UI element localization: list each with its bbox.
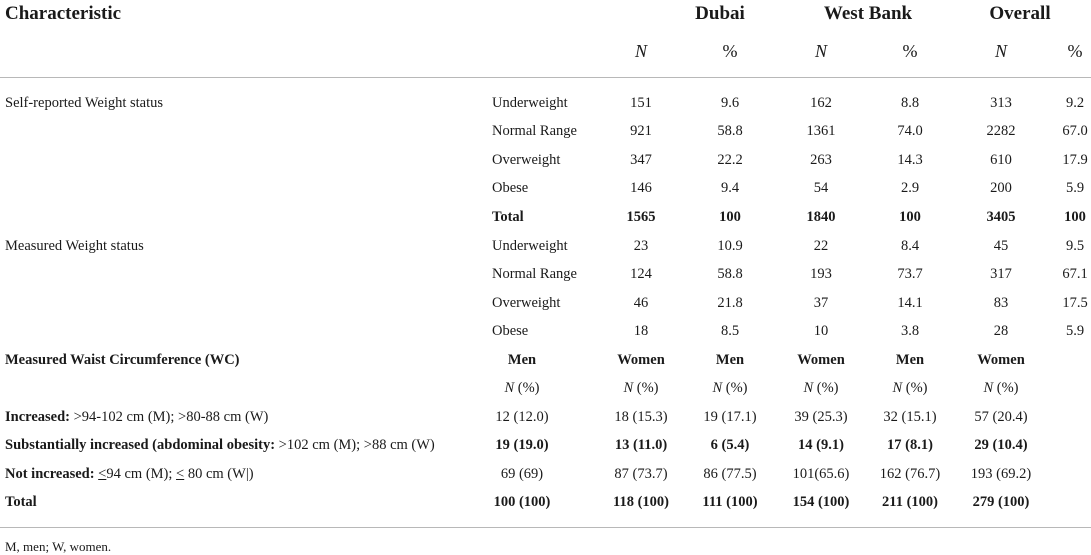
table-cell: 18 (15.3): [614, 409, 668, 425]
header-characteristic: Characteristic: [5, 3, 122, 24]
table-cell: 100: [1064, 209, 1086, 225]
table-cell: 347: [630, 152, 652, 168]
table-cell: 5.9: [1065, 180, 1085, 196]
table-cell: 100 (100): [493, 494, 551, 510]
table-cell: 8.8: [900, 95, 920, 111]
table-cell: 14 (9.1): [798, 437, 844, 453]
table-cell: 2282: [986, 123, 1016, 139]
table-cell: 45: [993, 238, 1009, 254]
table-cell: 2.9: [900, 180, 920, 196]
table-cell: 67.1: [1062, 266, 1088, 282]
wc-column-men: Men: [895, 352, 925, 368]
subheader-percent: %: [722, 41, 738, 61]
table-cell: 32 (15.1): [883, 409, 937, 425]
table-cell: 610: [990, 152, 1012, 168]
row-category: Obese: [492, 323, 529, 339]
table-cell: 10: [813, 323, 829, 339]
table-cell: 17 (8.1): [887, 437, 933, 453]
header-group-dubai: Dubai: [695, 3, 745, 24]
wc-column-women: Women: [797, 352, 845, 368]
wc-row-label: [5, 410, 268, 425]
table-cell: 146: [630, 180, 652, 196]
table-cell: 101(65.6): [792, 466, 850, 482]
row-category: Overweight: [492, 152, 561, 168]
table-cell: 46: [633, 295, 649, 311]
table-cell: 8.4: [900, 238, 920, 254]
table-cell: 5.9: [1065, 323, 1085, 339]
wc-row-label: [5, 438, 435, 453]
wc-row-range: 80 cm (W|): [184, 466, 254, 482]
table-cell: 9.5: [1065, 238, 1085, 254]
table-cell: 87 (73.7): [614, 466, 668, 482]
wc-unit-label: N (%): [712, 380, 748, 396]
table-cell: 313: [990, 95, 1012, 111]
wc-unit-label: N (%): [504, 380, 540, 396]
table-cell: 14.3: [897, 152, 923, 168]
table-cell: 37: [813, 295, 829, 311]
table-cell: 18: [633, 323, 649, 339]
table-cell: 118 (100): [613, 494, 669, 510]
table-cell: 263: [810, 152, 832, 168]
wc-unit-label: N (%): [623, 380, 659, 396]
table-cell: 279 (100): [972, 494, 1030, 510]
subheader-n: N: [814, 41, 828, 61]
table-cell: 19 (19.0): [495, 437, 549, 453]
subheader-percent: %: [1067, 41, 1083, 61]
wc-column-men: Men: [507, 352, 537, 368]
wc-unit-label: N (%): [803, 380, 839, 396]
table-cell: 13 (11.0): [614, 437, 668, 453]
row-category: Underweight: [492, 238, 568, 254]
table-cell: 58.8: [717, 266, 743, 282]
table-cell: 58.8: [717, 123, 743, 139]
table-cell: 162 (76.7): [879, 466, 941, 482]
table-cell: 1361: [806, 123, 836, 139]
row-category: Overweight: [492, 295, 561, 311]
table-cell: 111 (100): [702, 494, 758, 510]
wc-row-prefix: Increased:: [5, 409, 70, 425]
table-cell: 21.8: [717, 295, 743, 311]
table-cell: 10.9: [717, 238, 743, 254]
table-cell: 17.9: [1062, 152, 1088, 168]
wc-row-range: >94-102 cm (M); >80-88 cm (W): [69, 409, 269, 425]
table-cell: 29 (10.4): [974, 437, 1028, 453]
table-cell: 54: [813, 180, 829, 196]
table-cell: 23: [633, 238, 649, 254]
table-cell: 3.8: [900, 323, 920, 339]
table-cell: 8.5: [720, 323, 740, 339]
header-group-west-bank: West Bank: [823, 3, 913, 24]
header-divider: [0, 77, 1091, 78]
wc-unit-label: N (%): [892, 380, 928, 396]
table-cell: 9.4: [720, 180, 740, 196]
table-bottom-divider: [0, 527, 1091, 528]
table-cell: 200: [990, 180, 1012, 196]
table-cell: 124: [630, 266, 652, 282]
table-cell: 69 (69): [500, 466, 544, 482]
wc-column-women: Women: [617, 352, 665, 368]
wc-row-range: 94 cm (M);: [106, 466, 177, 482]
table-cell: 19 (17.1): [703, 409, 757, 425]
table-cell: 67.0: [1062, 123, 1088, 139]
table-cell: 3405: [986, 209, 1016, 225]
wc-row-prefix: Substantially increased (abdominal obesity:: [5, 437, 276, 453]
row-category-total: Total: [492, 209, 524, 225]
subheader-percent: %: [902, 41, 918, 61]
table-cell: 211 (100): [882, 494, 938, 510]
table-cell: 317: [990, 266, 1012, 282]
section-label: Self-reported Weight status: [5, 95, 164, 111]
subheader-n: N: [634, 41, 648, 61]
table-cell: 17.5: [1062, 295, 1088, 311]
table-cell: 162: [810, 95, 832, 111]
header-group-overall: Overall: [989, 3, 1051, 24]
wc-row-range: >102 cm (M); >88 cm (W): [275, 437, 435, 453]
table-cell: 193 (69.2): [970, 466, 1032, 482]
table-cell: 100: [719, 209, 741, 225]
subheader-n: N: [994, 41, 1008, 61]
wc-row-total-label: Total: [5, 494, 37, 510]
wc-unit-label: N (%): [983, 380, 1019, 396]
row-category: Normal Range: [492, 123, 577, 139]
table-cell: 28: [993, 323, 1009, 339]
table-cell: 74.0: [897, 123, 923, 139]
table-cell: 22: [813, 238, 829, 254]
wc-row-prefix: Not increased:: [5, 466, 95, 482]
row-category: Normal Range: [492, 266, 577, 282]
section-label: Measured Weight status: [5, 238, 144, 254]
row-category: Obese: [492, 180, 529, 196]
table-cell: 1840: [806, 209, 836, 225]
table-cell: 22.2: [717, 152, 743, 168]
wc-section-label: Measured Waist Circumference (WC): [5, 352, 240, 368]
table-cell: 100: [899, 209, 921, 225]
table-cell: 6 (5.4): [710, 437, 750, 453]
table-cell: 154 (100): [792, 494, 850, 510]
table-cell: 57 (20.4): [974, 409, 1028, 425]
wc-row-label: Not increased: <94 cm (M); < 80 cm (W|): [5, 466, 254, 482]
table-cell: 14.1: [897, 295, 923, 311]
table-cell: 9.2: [1065, 95, 1085, 111]
table-cell: 193: [810, 266, 832, 282]
table-cell: 12 (12.0): [495, 409, 549, 425]
table-cell: 9.6: [720, 95, 740, 111]
wc-column-men: Men: [715, 352, 745, 368]
row-category: Underweight: [492, 95, 568, 111]
table-cell: 1565: [626, 209, 656, 225]
table-cell: 39 (25.3): [794, 409, 848, 425]
table-cell: 151: [630, 95, 652, 111]
table-cell: 83: [993, 295, 1009, 311]
table-cell: 921: [630, 123, 652, 139]
wc-column-women: Women: [977, 352, 1025, 368]
table-cell: 73.7: [897, 266, 923, 282]
table-cell: 86 (77.5): [703, 466, 757, 482]
footnote: M, men; W, women.: [5, 539, 112, 554]
